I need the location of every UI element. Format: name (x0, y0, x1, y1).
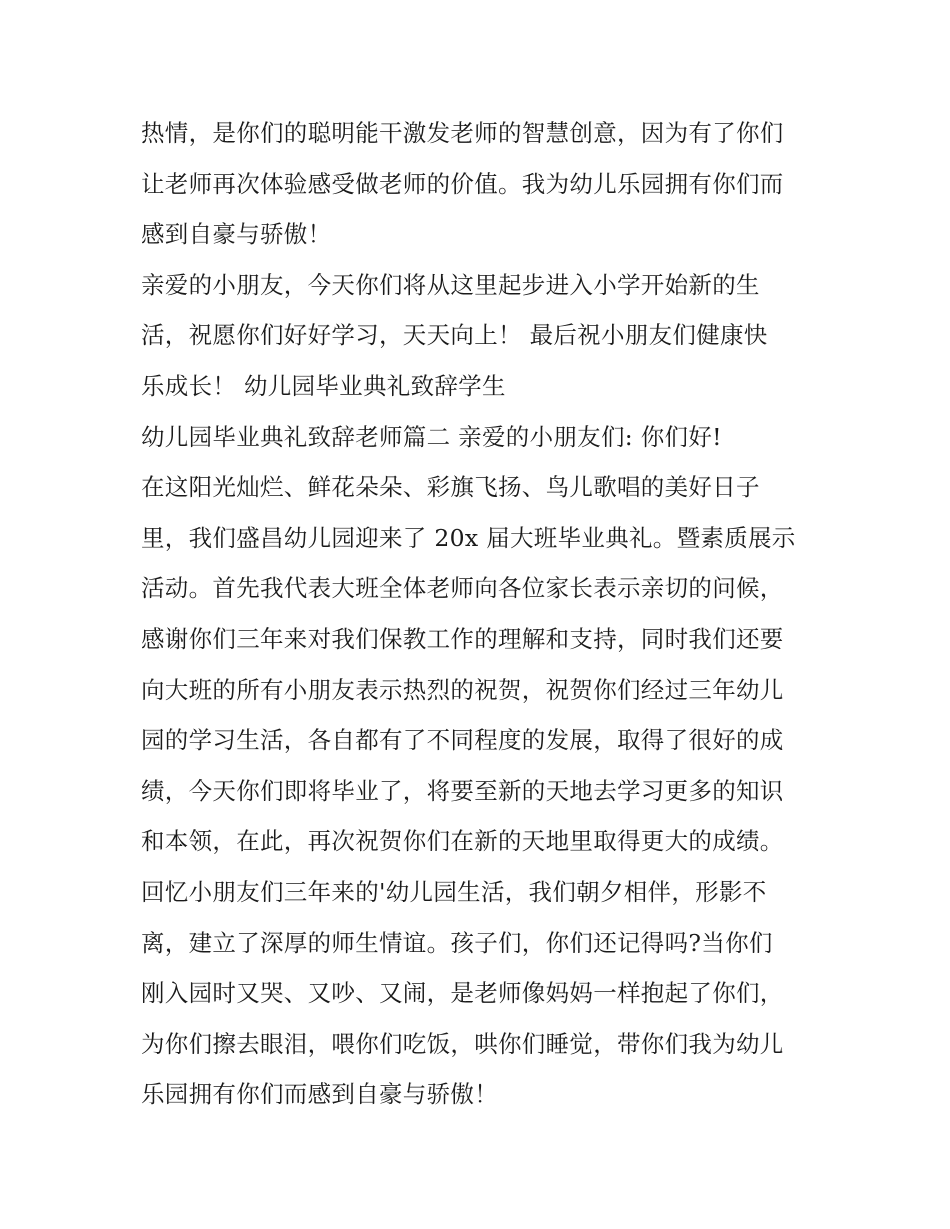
text-line: 亲爱的小朋友，今天你们将从这里起步进入小学开始新的生 (141, 270, 760, 299)
text-line: 绩，今天你们即将毕业了，将要至新的天地去学习更多的知识 (141, 776, 784, 805)
text-line: 乐园拥有你们而感到自豪与骄傲！ (141, 1080, 498, 1109)
text-line: 园的学习生活，各自都有了不同程度的发展，取得了很好的成 (141, 726, 784, 755)
text-line: 让老师再次体验感受做老师的价值。我为幼儿乐园拥有你们而 (141, 169, 784, 198)
text-line: 在这阳光灿烂、鲜花朵朵、彩旗飞扬、鸟儿歌唱的美好日子 (141, 473, 760, 502)
text-line: 感到自豪与骄傲！ (141, 220, 332, 249)
text-line: 和本领，在此，再次祝贺你们在新的天地里取得更大的成绩。 (141, 827, 784, 856)
text-line: 为你们擦去眼泪，喂你们吃饭，哄你们睡觉，带你们我为幼儿 (141, 1029, 784, 1058)
text-line: 热情，是你们的聪明能干激发老师的智慧创意，因为有了你们 (141, 119, 784, 147)
text-line: 活，祝愿你们好好学习，天天向上！ 最后祝小朋友们健康快 (141, 321, 768, 350)
text-line: 离，建立了深厚的师生情谊。孩子们，你们还记得吗?当你们 (141, 928, 773, 957)
text-line: 回忆小朋友们三年来的'幼儿园生活，我们朝夕相伴，形影不 (141, 877, 767, 906)
body-text (141, 108, 831, 1120)
text-line: 里，我们盛昌幼儿园迎来了 20x 届大班毕业典礼。暨素质展示 (141, 523, 796, 552)
text-line: 活动。首先我代表大班全体老师向各位家长表示亲切的问候， (141, 574, 784, 603)
text-line: 幼儿园毕业典礼致辞老师篇二 亲爱的小朋友们: 你们好! (141, 422, 722, 451)
text-line: 感谢你们三年来对我们保教工作的理解和支持，同时我们还要 (141, 624, 784, 653)
text-line: 向大班的所有小朋友表示热烈的祝贺，祝贺你们经过三年幼儿 (141, 675, 784, 704)
text-line: 刚入园时又哭、又吵、又闹，是老师像妈妈一样抱起了你们， (141, 979, 784, 1008)
text-line: 乐成长！ 幼儿园毕业典礼致辞学生 (141, 371, 506, 400)
